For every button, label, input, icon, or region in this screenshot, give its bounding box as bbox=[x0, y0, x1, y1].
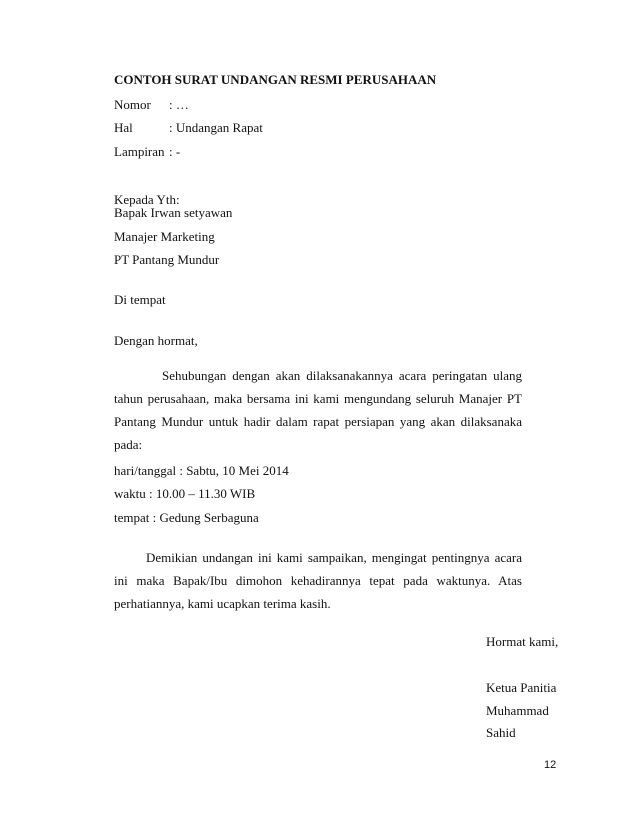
hal-label: Hal bbox=[114, 120, 133, 135]
detail-date: hari/tanggal : Sabtu, 10 Mei 2014 bbox=[114, 463, 289, 478]
signature-name-line1: Muhammad bbox=[486, 703, 549, 718]
letter-title: CONTOH SURAT UNDANGAN RESMI PERUSAHAAN bbox=[114, 72, 437, 87]
detail-place: tempat : Gedung Serbaguna bbox=[114, 510, 259, 525]
lampiran-value: : - bbox=[169, 144, 181, 159]
signature-name-line2: Sahid bbox=[486, 725, 516, 740]
detail-time: waktu : 10.00 – 11.30 WIB bbox=[114, 486, 256, 501]
lampiran-row bbox=[114, 144, 180, 160]
page-number: 12 bbox=[544, 759, 557, 771]
salutation: Dengan hormat, bbox=[114, 333, 198, 348]
nomor-value: : … bbox=[169, 97, 189, 112]
hal-value: : Undangan Rapat bbox=[169, 120, 263, 135]
recipient-place: Di tempat bbox=[114, 292, 166, 307]
signature-role: Ketua Panitia bbox=[486, 680, 557, 695]
signature-regards: Hormat kami, bbox=[486, 634, 559, 649]
hal-row bbox=[114, 120, 263, 136]
closing-paragraph: Demikian undangan ini kami sampaikan, mengingat pentingnya acara ini maka Bapak/Ibu dimohon kehadirannya tepat pada waktunya. Atas perhatiannya, kami ucapkan terima kasih. bbox=[114, 550, 522, 611]
recipient-greeting: Kepada Yth: bbox=[114, 192, 180, 207]
recipient-position: Manajer Marketing bbox=[114, 229, 215, 244]
recipient-company: PT Pantang Mundur bbox=[114, 252, 220, 267]
nomor-row bbox=[114, 97, 189, 113]
body-paragraph: Sehubungan dengan akan dilaksanakannya acara peringatan ulang tahun perusahaan, maka bersama ini kami mengundang seluruh Manajer PT Pantang Mundur untuk hadir dalam rapat persiapan yang akan dilaksanaka pada: bbox=[114, 368, 522, 452]
recipient-name: Bapak Irwan setyawan bbox=[114, 205, 233, 220]
lampiran-label: Lampiran bbox=[114, 144, 165, 159]
nomor-label: Nomor bbox=[114, 97, 151, 112]
